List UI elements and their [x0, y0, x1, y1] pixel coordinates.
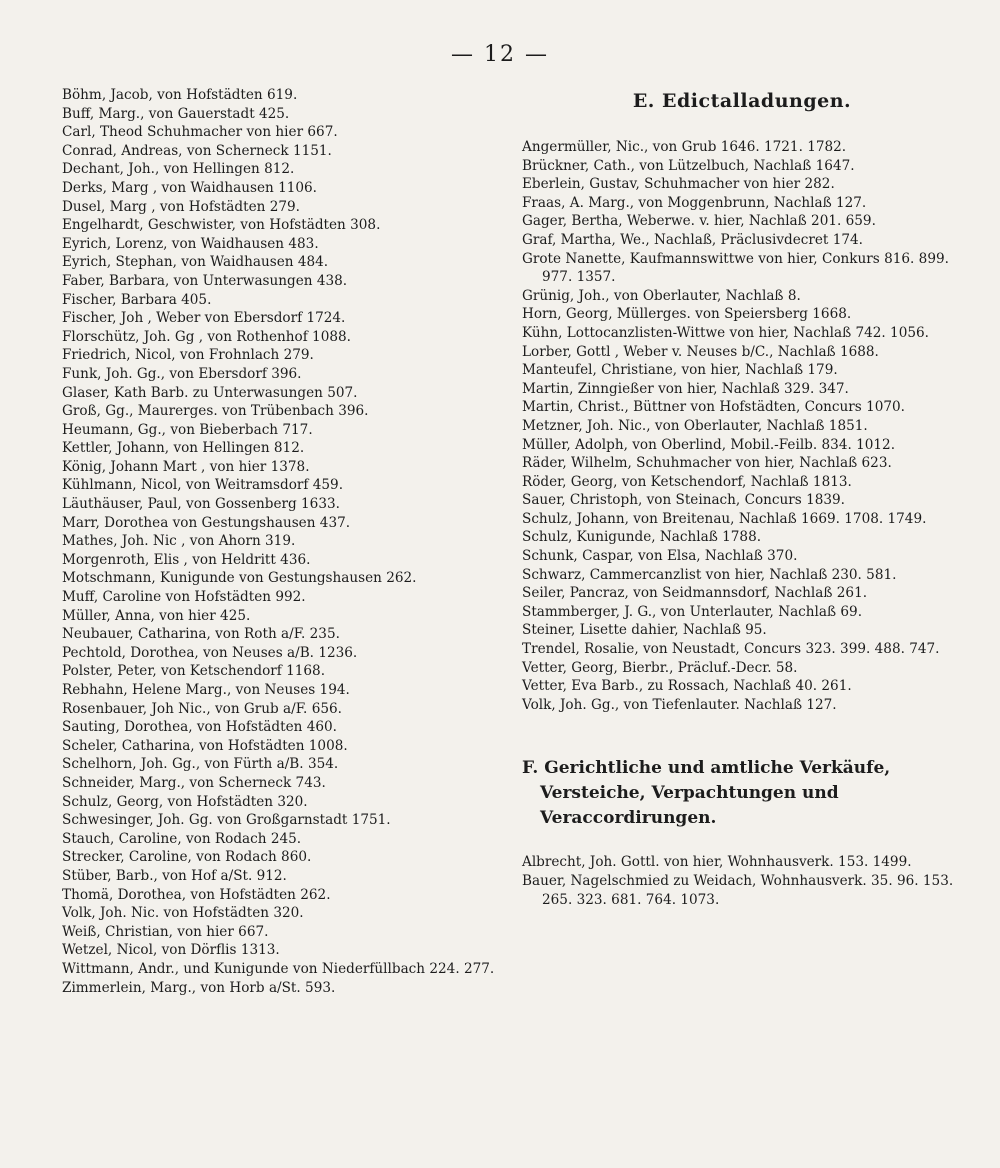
list-item: Martin, Zinngießer von hier, Nachlaß 329. 347.: [522, 380, 849, 397]
list-item: Dusel, Marg , von Hofstädten 279.: [62, 198, 300, 215]
section-f-title: F. Gerichtliche und amtliche Verkäufe, Versteiche, Verpachtungen und Veraccordirungen.: [522, 758, 891, 829]
section-f-list: [522, 853, 962, 909]
section-e-title: E. Edictalladungen.: [632, 90, 852, 112]
list-item: Fischer, Joh , Weber von Ebersdorf 1724.: [62, 310, 346, 327]
list-item: Vetter, Georg, Bierbr., Präcluf.-Decr. 58.: [522, 659, 798, 676]
list-item: Dechant, Joh., von Hellingen 812.: [62, 161, 295, 178]
list-item: Schunk, Caspar, von Elsa, Nachlaß 370.: [522, 548, 798, 565]
list-item: Pechtold, Dorothea, von Neuses a/B. 1236.: [62, 644, 358, 661]
right-column: [522, 86, 962, 909]
list-item: Sauer, Christoph, von Steinach, Concurs 1839.: [522, 492, 845, 509]
list-item: Wetzel, Nicol, von Dörflis 1313.: [62, 942, 280, 959]
left-column: [62, 86, 502, 997]
list-item: Angermüller, Nic., von Grub 1646. 1721. 1782.: [522, 139, 847, 155]
list-item: Metzner, Joh. Nic., von Oberlauter, Nachlaß 1851.: [522, 417, 868, 434]
page-number: — 12 —: [451, 42, 549, 67]
list-item: Schulz, Kunigunde, Nachlaß 1788.: [522, 529, 762, 546]
list-item: König, Johann Mart , von hier 1378.: [62, 458, 310, 475]
list-item: Rosenbauer, Joh Nic., von Grub a/F. 656.: [62, 700, 342, 717]
list-item: Schwesinger, Joh. Gg. von Großgarnstadt 1751.: [62, 812, 391, 829]
list-item: Kühlmann, Nicol, von Weitramsdorf 459.: [62, 477, 344, 494]
list-item: Eberlein, Gustav, Schuhmacher von hier 282.: [522, 176, 835, 193]
list-item: Heumann, Gg., von Bieberbach 717.: [62, 421, 313, 438]
list-item: Schelhorn, Joh. Gg., von Fürth a/B. 354.: [62, 756, 339, 773]
list-item: Mathes, Joh. Nic , von Ahorn 319.: [62, 533, 296, 550]
list-item: Vetter, Eva Barb., zu Rossach, Nachlaß 40. 261.: [522, 678, 852, 695]
list-item: Müller, Anna, von hier 425.: [62, 607, 251, 624]
list-item: Grünig, Joh., von Oberlauter, Nachlaß 8.: [522, 287, 801, 304]
list-item: Kettler, Johann, von Hellingen 812.: [62, 440, 305, 457]
list-item: Derks, Marg , von Waidhausen 1106.: [62, 179, 317, 196]
list-item: Brückner, Cath., von Lützelbuch, Nachlaß 1647.: [522, 157, 855, 174]
list-item: Volk, Joh. Nic. von Hofstädten 320.: [62, 905, 304, 922]
list-item: Eyrich, Lorenz, von Waidhausen 483.: [62, 235, 319, 252]
list-item: Graf, Martha, We., Nachlaß, Präclusivdecret 174.: [522, 231, 863, 248]
list-item: Funk, Joh. Gg., von Ebersdorf 396.: [62, 365, 302, 382]
list-item: Buff, Marg., von Gauerstadt 425.: [62, 105, 290, 122]
list-item: Stauch, Caroline, von Rodach 245.: [62, 830, 302, 847]
list-item: Kühn, Lottocanzlisten-Wittwe von hier, Nachlaß 742. 1056.: [522, 324, 929, 341]
list-item: Motschmann, Kunigunde von Gestungshausen 262.: [62, 570, 417, 587]
list-item: Morgenroth, Elis , von Heldritt 436.: [62, 551, 311, 568]
list-item: Neubauer, Catharina, von Roth a/F. 235.: [62, 626, 340, 643]
list-item: Volk, Joh. Gg., von Tiefenlauter. Nachlaß 127.: [522, 696, 837, 713]
list-item: Scheler, Catharina, von Hofstädten 1008.: [62, 737, 348, 754]
list-item: Grote Nanette, Kaufmannswittwe von hier, Conkurs 816. 899. 977. 1357.: [522, 250, 949, 286]
list-item: Zimmerlein, Marg., von Horb a/St. 593.: [62, 979, 336, 996]
list-item: Stammberger, J. G., von Unterlauter, Nachlaß 69.: [522, 603, 863, 620]
list-item: Marr, Dorothea von Gestungshausen 437.: [62, 514, 351, 531]
list-item: Faber, Barbara, von Unterwasungen 438.: [62, 272, 348, 289]
list-item: Müller, Adolph, von Oberlind, Mobil.-Feilb. 834. 1012.: [522, 436, 896, 453]
list-item: Martin, Christ., Büttner von Hofstädten, Concurs 1070.: [522, 399, 906, 416]
list-item: Trendel, Rosalie, von Neustadt, Concurs 323. 399. 488. 747.: [522, 641, 940, 658]
list-item: Wittmann, Andr., und Kunigunde von Niederfüllbach 224. 277.: [62, 960, 495, 977]
list-item: Röder, Georg, von Ketschendorf, Nachlaß 1813.: [522, 473, 852, 490]
list-item: Böhm, Jacob, von Hofstädten 619.: [62, 87, 298, 103]
list-item: Sauting, Dorothea, von Hofstädten 460.: [62, 719, 337, 736]
list-item: Lorber, Gottl , Weber v. Neuses b/C., Nachlaß 1688.: [522, 343, 879, 360]
list-item: Conrad, Andreas, von Scherneck 1151.: [62, 142, 332, 159]
list-item: Fraas, A. Marg., von Moggenbrunn, Nachlaß 127.: [522, 194, 867, 211]
list-item: Muff, Caroline von Hofstädten 992.: [62, 589, 306, 606]
list-item: Carl, Theod Schuhmacher von hier 667.: [62, 124, 338, 141]
list-item: Weiß, Christian, von hier 667.: [62, 923, 269, 940]
list-item: Thomä, Dorothea, von Hofstädten 262.: [62, 886, 331, 903]
list-item: Schwarz, Cammercanzlist von hier, Nachlaß 230. 581.: [522, 566, 897, 583]
list-item: Schulz, Georg, von Hofstädten 320.: [62, 793, 308, 810]
list-item: Florschütz, Joh. Gg , von Rothenhof 1088.: [62, 328, 351, 345]
section-e-list: [522, 138, 962, 714]
list-item: Manteufel, Christiane, von hier, Nachlaß 179.: [522, 362, 838, 379]
list-item: Eyrich, Stephan, von Waidhausen 484.: [62, 254, 329, 271]
list-item: Räder, Wilhelm, Schuhmacher von hier, Nachlaß 623.: [522, 455, 892, 472]
list-item: Polster, Peter, von Ketschendorf 1168.: [62, 663, 326, 680]
list-item: Albrecht, Joh. Gottl. von hier, Wohnhausverk. 153. 1499.: [522, 854, 912, 871]
list-item: Schneider, Marg., von Scherneck 743.: [62, 774, 326, 791]
list-item: Rebhahn, Helene Marg., von Neuses 194.: [62, 682, 350, 698]
list-item: Engelhardt, Geschwister, von Hofstädten 308.: [62, 217, 381, 234]
list-item: Seiler, Pancraz, von Seidmannsdorf, Nachlaß 261.: [522, 585, 868, 602]
list-item: Bauer, Nagelschmied zu Weidach, Wohnhausverk. 35. 96. 153. 265. 323. 681. 764. 1073.: [522, 873, 954, 908]
list-item: Strecker, Caroline, von Rodach 860.: [62, 849, 312, 866]
list-item: Friedrich, Nicol, von Frohnlach 279.: [62, 347, 314, 364]
list-item: Glaser, Kath Barb. zu Unterwasungen 507.: [62, 384, 358, 401]
list-item: Schulz, Johann, von Breitenau, Nachlaß 1669. 1708. 1749.: [522, 510, 927, 527]
list-item: Läuthäuser, Paul, von Gossenberg 1633.: [62, 496, 340, 513]
list-item: Horn, Georg, Müllerges. von Speiersberg 1668.: [522, 306, 852, 323]
list-item: Steiner, Lisette dahier, Nachlaß 95.: [522, 622, 767, 639]
list-item: Stüber, Barb., von Hof a/St. 912.: [62, 867, 287, 884]
list-item: Gager, Bertha, Weberwe. v. hier, Nachlaß 201. 659.: [522, 213, 876, 230]
list-item: Fischer, Barbara 405.: [62, 291, 212, 308]
list-item: Groß, Gg., Maurerges. von Trübenbach 396.: [62, 403, 369, 420]
